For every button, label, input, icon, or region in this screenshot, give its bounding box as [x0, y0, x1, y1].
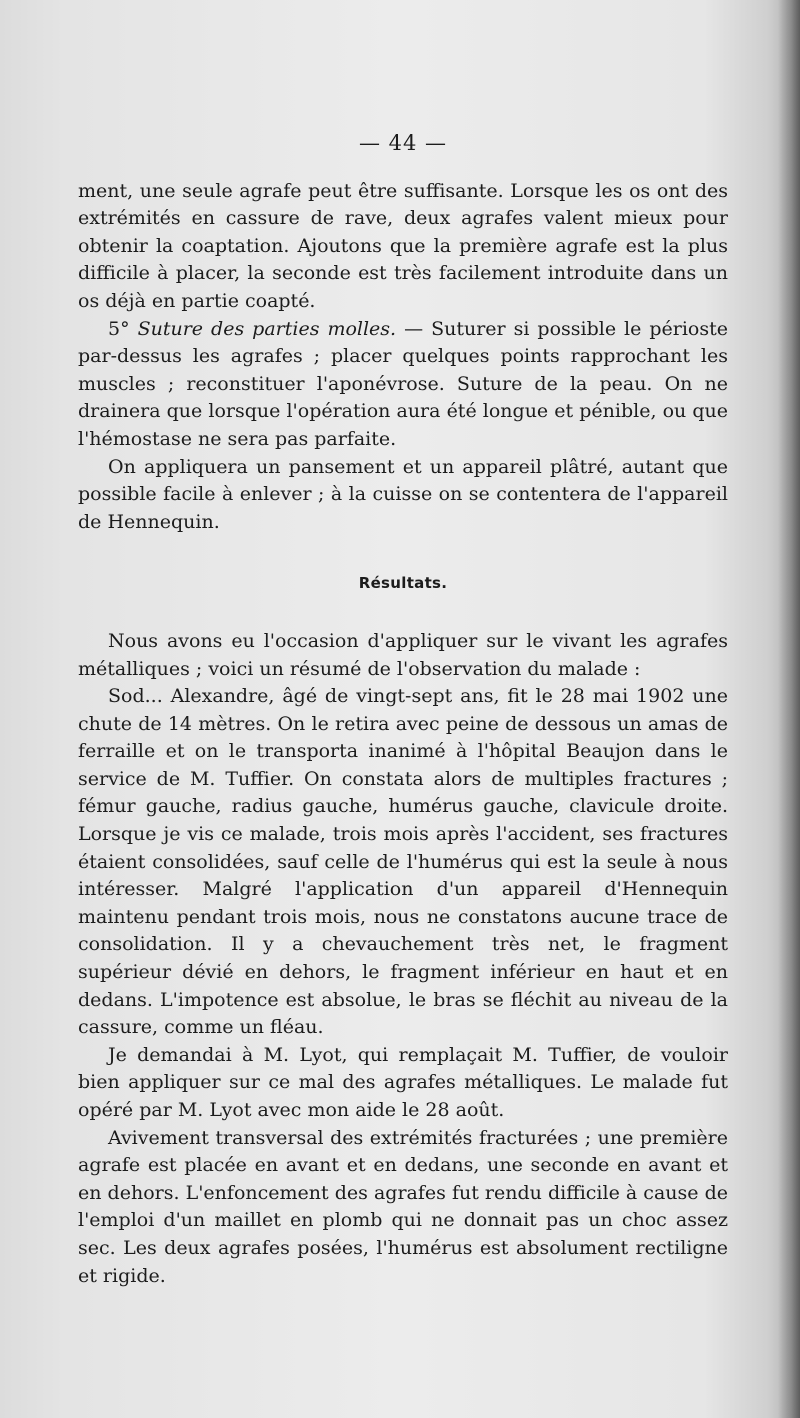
suture-title: Suture des parties molles. [137, 317, 397, 340]
section-heading-resultats: Résultats. [358, 574, 448, 593]
suture-number: 5° [108, 317, 130, 340]
page-number: — 44 — [358, 131, 448, 155]
paragraph-continuation: ment, une seule agrafe peut être suffisante. Lorsque les os ont des extrémités en cassure de rave, deux agrafes valent mieux pour obtenir la coaptation. Ajoutons que la première agrafe est la plus difficile à placer, la seconde est très facilement introduite dans un os déjà en partie coapté. [78, 179, 728, 312]
paragraph-lyot: Je demandai à M. Lyot, qui remplaçait M. Tuffier, de vouloir bien appliquer sur ce mal des agrafes métalliques. Le malade fut opéré par M. Lyot avec mon aide le 28 août. [78, 1043, 728, 1121]
paragraph-observation: Sod... Alexandre, âgé de vingt-sept ans, fit le 28 mai 1902 une chute de 14 mètres. On le retira avec peine de dessous un amas de ferraille et on le transporta inanimé à l'hôpital Beaujon dans le service de M. Tuffier. On constata alors de multiples fractures ; fémur gauche, radius gauche, humérus gauche, clavicule droite. Lorsque je vis ce malade, trois mois après l'accident, ses fractures étaient consolidées, sauf celle de l'humérus qui est la seule à nous intéresser. Malgré l'application d'un appareil d'Hennequin maintenu pendant trois mois, nous ne constatons aucune trace de consolidation. Il y a chevauchement très net, le fragment supérieur dévié en dehors, le fragment inférieur en haut et en dedans. L'impotence est absolue, le bras se fléchit au niveau de la cassure, comme un fléau. [78, 685, 728, 1039]
paragraph-suture [78, 316, 728, 454]
paragraph-occasion: Nous avons eu l'occasion d'appliquer sur le vivant les agrafes métalliques ; voici un résumé de l'observation du malade : [78, 629, 728, 680]
paragraph-appliquera: On appliquera un pansement et un appareil plâtré, autant que possible facile à enlever ; à la cuisse on se contentera de l'appareil de Hennequin. [78, 455, 728, 533]
suture-text: — Suturer si possible le périoste par-dessus les agrafes ; placer quelques points rapprochant les muscles ; reconstituer l'aponévrose. Suture de la peau. On ne drainera que lorsque l'opération aura été longue et pénible, ou que l'hémostase ne sera pas parfaite. [78, 317, 729, 450]
book-gutter-shadow [778, 0, 800, 1418]
page-text-block [78, 130, 728, 1290]
paragraph-avivement: Avivement transversal des extrémités fracturées ; une première agrafe est placée en avant et en dedans, une seconde en avant et en dehors. L'enfoncement des agrafes fut rendu difficile à cause de l'emploi d'un maillet en plomb qui ne donnait pas un choc assez sec. Les deux agrafes posées, l'humérus est absolument rectiligne et rigide. [78, 1126, 728, 1287]
